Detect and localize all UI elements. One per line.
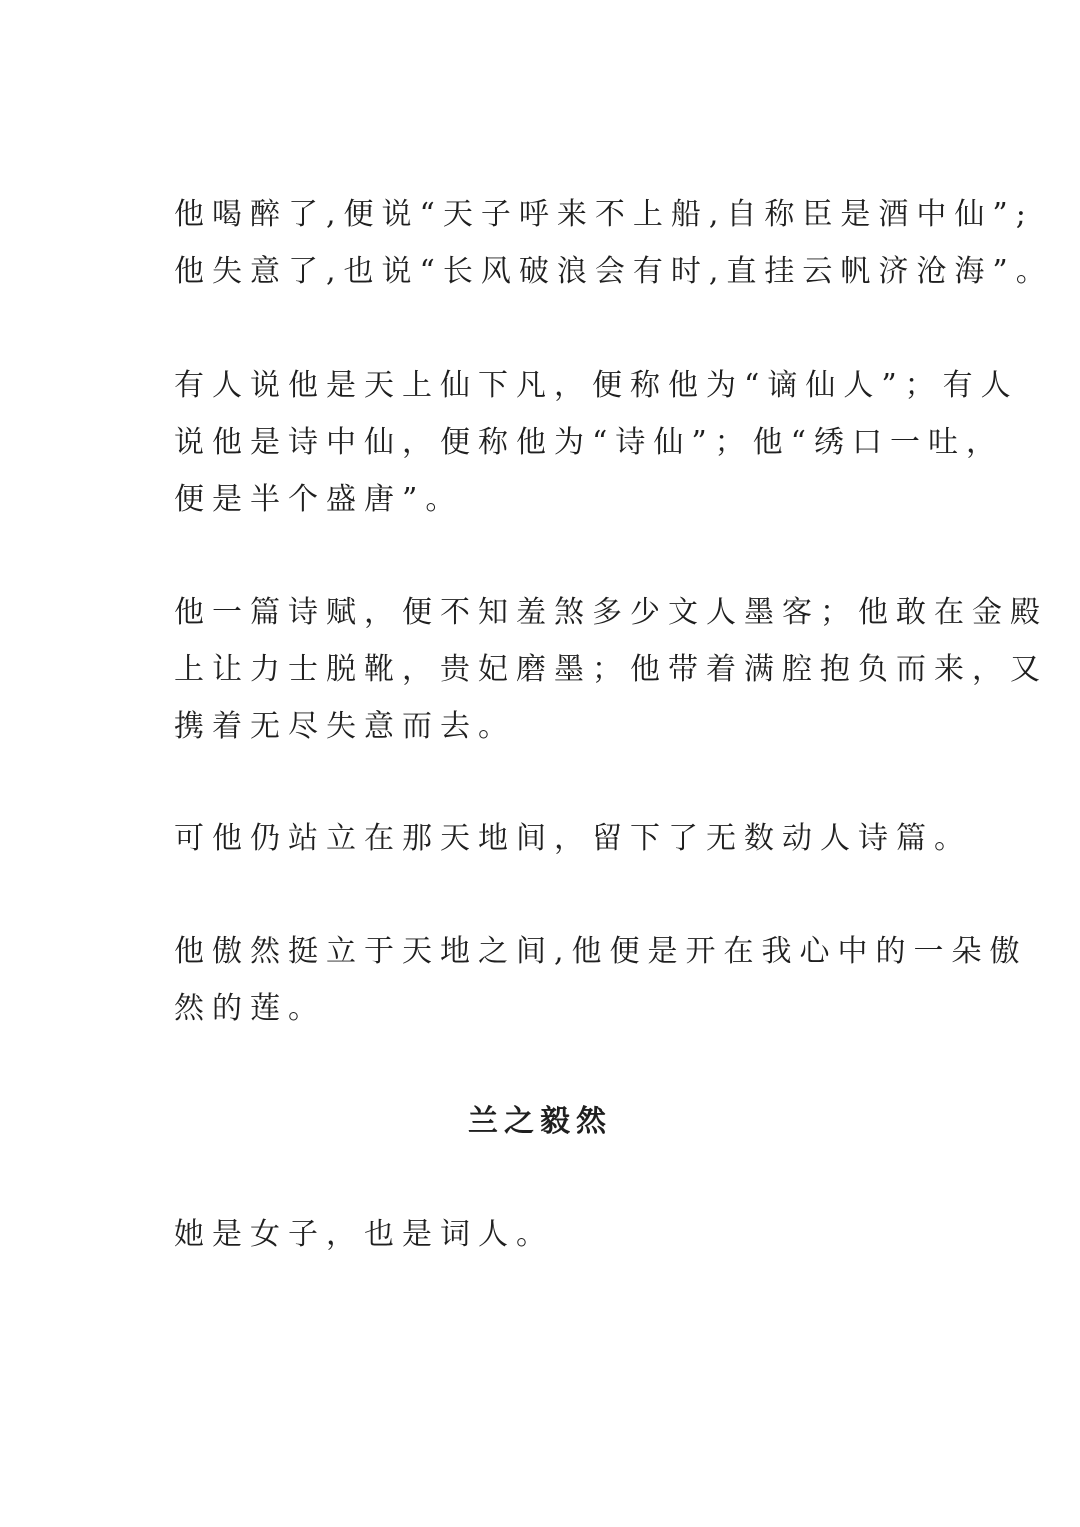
paragraph-2-line-1: 有人说他是天上仙下凡，便称他为“谪仙人”；有人 [174, 368, 1019, 403]
section-heading: 兰之毅然 [468, 1104, 612, 1139]
paragraph-5-line-2: 然的莲。 [174, 991, 326, 1026]
paragraph-2-line-3: 便是半个盛唐”。 [174, 482, 464, 517]
paragraph-2-line-2: 说他是诗中仙，便称他为“诗仙”；他“绣口一吐， [174, 425, 1005, 460]
paragraph-4-line-1: 可他仍站立在那天地间，留下了无数动人诗篇。 [174, 821, 972, 856]
closing-paragraph: 她是女子，也是词人。 [174, 1217, 554, 1252]
paragraph-3-line-3: 携着无尽失意而去。 [174, 709, 516, 744]
paragraph-1-line-2: 他失意了,也说“长风破浪会有时,直挂云帆济沧海”。 [174, 254, 1054, 289]
paragraph-3-line-1: 他一篇诗赋，便不知羞煞多少文人墨客；他敢在金殿 [174, 595, 1048, 630]
paragraph-1-line-1: 他喝醉了,便说“天子呼来不上船,自称臣是酒中仙”; [174, 197, 1034, 232]
paragraph-5-line-1: 他傲然挺立于天地之间,他便是开在我心中的一朵傲 [174, 934, 1028, 969]
paragraph-3-line-2: 上让力士脱靴，贵妃磨墨；他带着满腔抱负而来，又 [174, 652, 1048, 687]
